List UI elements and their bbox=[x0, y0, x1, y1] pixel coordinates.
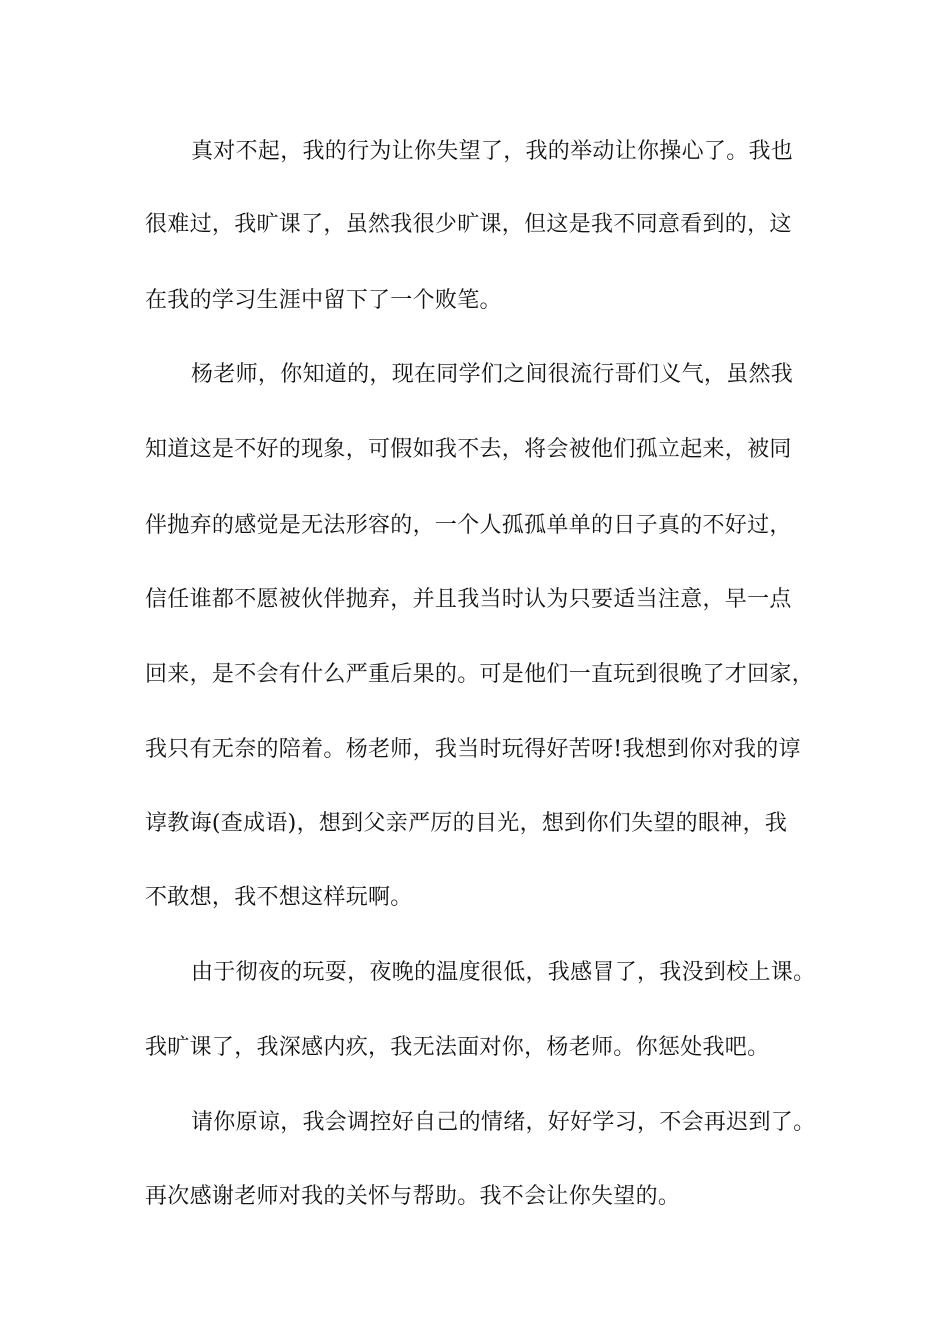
text-line: 回来，是不会有什么严重后果的。可是他们一直玩到很晚了才回家， bbox=[145, 662, 815, 687]
text-line: 信任谁都不愿被伙伴抛弃，并且我当时认为只要适当注意，早一点 bbox=[145, 587, 792, 612]
text-line: 很难过，我旷课了，虽然我很少旷课，但这是我不同意看到的，这 bbox=[145, 212, 792, 237]
text-line: 我只有无奈的陪着。杨老师，我当时玩得好苦呀!我想到你对我的谆 bbox=[145, 737, 801, 762]
text-line: 在我的学习生涯中留下了一个败笔。 bbox=[145, 288, 502, 313]
text-line: 不敢想，我不想这样玩啊。 bbox=[145, 885, 413, 910]
text-line: 我旷课了，我深感内疚，我无法面对你，杨老师。你惩处我吧。 bbox=[145, 1035, 770, 1060]
text-line: 知道这是不好的现象，可假如我不去，将会被他们孤立起来，被同 bbox=[145, 437, 792, 462]
text-line: 请你原谅，我会调控好自己的情绪，好好学习，不会再迟到了。 bbox=[191, 1110, 816, 1135]
text-line: 杨老师，你知道的，现在同学们之间很流行哥们义气，虽然我 bbox=[191, 362, 794, 387]
text-line: 真对不起，我的行为让你失望了，我的举动让你操心了。我也 bbox=[191, 139, 794, 164]
text-line: 由于彻夜的玩耍，夜晚的温度很低，我感冒了，我没到校上课。 bbox=[191, 960, 816, 985]
text-line: 伴抛弃的感觉是无法形容的，一个人孤孤单单的日子真的不好过， bbox=[145, 513, 792, 538]
text-line: 谆教诲(查成语)，想到父亲严厉的目光，想到你们失望的眼神，我 bbox=[145, 811, 788, 836]
text-line: 再次感谢老师对我的关怀与帮助。我不会让你失望的。 bbox=[145, 1184, 681, 1209]
